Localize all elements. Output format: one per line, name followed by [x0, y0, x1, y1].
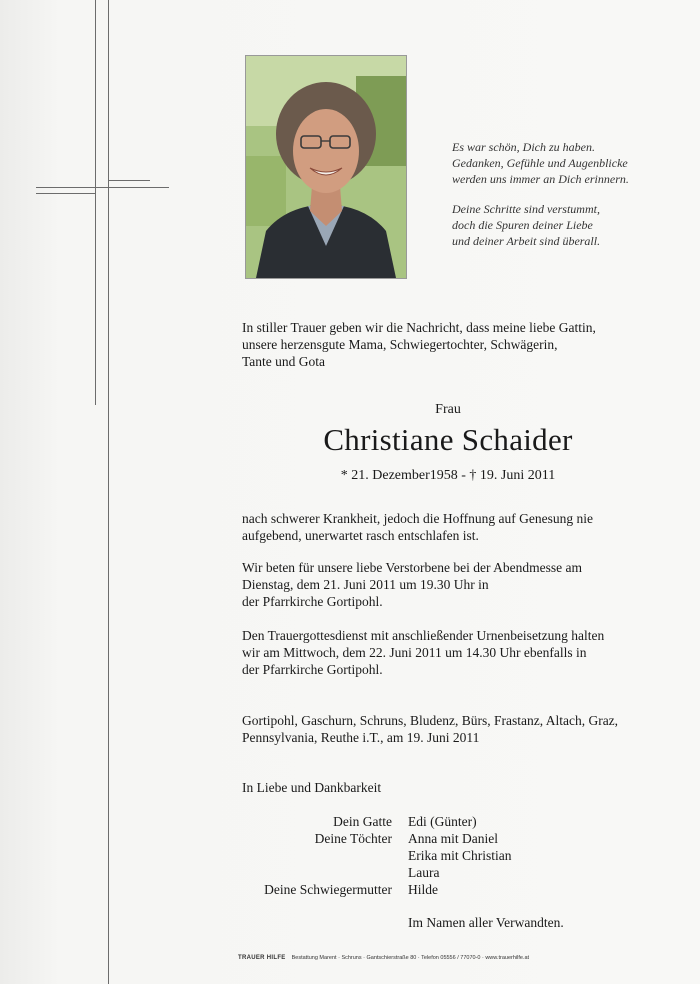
- relative-label: Deine Töchter: [314, 831, 392, 846]
- cross-vertical-line: [95, 0, 96, 405]
- poem: [452, 139, 692, 263]
- intro-line: Tante und Gota: [242, 354, 326, 369]
- poem-line: Es war schön, Dich zu haben.: [452, 140, 595, 154]
- poem-line: werden uns immer an Dich erinnern.: [452, 172, 629, 186]
- relative-row: [242, 830, 512, 847]
- footer: [238, 955, 568, 961]
- poem-stanza-2: [452, 201, 692, 249]
- places-paragraph: [242, 712, 682, 746]
- funeral-paragraph: [242, 627, 682, 678]
- love-line: In Liebe und Dankbarkeit: [242, 780, 382, 795]
- relatives-list: [242, 813, 512, 898]
- footer-brand: TRAUER HILFE: [238, 955, 286, 961]
- illness-paragraph: [242, 510, 682, 544]
- poem-line: doch die Spuren deiner Liebe: [452, 218, 593, 232]
- relative-value: Hilde: [408, 882, 438, 897]
- relative-value: Edi (Günter): [408, 814, 477, 829]
- intro-paragraph: [242, 319, 682, 370]
- paragraph-line: aufgebend, unerwartet rasch entschlafen ist.: [242, 528, 479, 543]
- poem-line: Gedanken, Gefühle und Augenblicke: [452, 156, 628, 170]
- relative-label: [242, 864, 408, 881]
- relative-label: Deine Schwiegermutter: [264, 882, 392, 897]
- paragraph-line: Pennsylvania, Reuthe i.T., am 19. Juni 2011: [242, 730, 480, 745]
- relative-label: Dein Gatte: [333, 814, 392, 829]
- paragraph-line: nach schwerer Krankheit, jedoch die Hoffnung auf Genesung nie: [242, 511, 593, 526]
- paragraph-line: Den Trauergottesdienst mit anschließender Urnenbeisetzung halten: [242, 628, 605, 643]
- intro-line: In stiller Trauer geben wir die Nachricht, dass meine liebe Gattin,: [242, 320, 596, 335]
- paragraph-line: der Pfarrkirche Gortipohl.: [242, 594, 383, 609]
- relative-value: Erika mit Christian: [408, 848, 512, 863]
- relative-row: [242, 881, 512, 898]
- relative-value: Anna mit Daniel: [408, 831, 498, 846]
- poem-line: und deiner Arbeit sind überall.: [452, 234, 601, 248]
- poem-stanza-1: [452, 139, 692, 187]
- honorific: Frau: [435, 402, 461, 417]
- paragraph-line: wir am Mittwoch, dem 22. Juni 2011 um 14.30 Uhr ebenfalls in: [242, 645, 587, 660]
- paragraph-line: der Pfarrkirche Gortipohl.: [242, 662, 383, 677]
- intro-line: unsere herzensgute Mama, Schwiegertochter, Schwägerin,: [242, 337, 558, 352]
- evening-mass-paragraph: [242, 559, 682, 610]
- portrait-photo: [245, 55, 407, 279]
- relative-row: [242, 847, 512, 864]
- relative-label: [242, 847, 408, 864]
- relative-row: [242, 864, 512, 881]
- cross-vertical-line-long: [108, 0, 109, 984]
- footer-details: Bestattung Marent · Schruns · Gantschierstraße 80 · Telefon 05556 / 77070-0 · www.trauerhilfe.at: [291, 955, 530, 961]
- paragraph-line: Wir beten für unsere liebe Verstorbene bei der Abendmesse am: [242, 560, 582, 575]
- relative-row: [242, 813, 512, 830]
- paragraph-line: Gortipohl, Gaschurn, Schruns, Bludenz, Bürs, Frastanz, Altach, Graz,: [242, 713, 619, 728]
- closing-line: Im Namen aller Verwandten.: [408, 915, 564, 930]
- cross-horizontal-line-upper: [108, 180, 150, 181]
- deceased-name: Christiane Schaider: [323, 422, 573, 457]
- relative-value: Laura: [408, 865, 440, 880]
- poem-line: Deine Schritte sind verstummt,: [452, 202, 600, 216]
- life-dates: * 21. Dezember1958 - † 19. Juni 2011: [340, 468, 556, 483]
- paragraph-line: Dienstag, dem 21. Juni 2011 um 19.30 Uhr in: [242, 577, 489, 592]
- cross-horizontal-line-short: [36, 193, 96, 194]
- cross-horizontal-line: [36, 187, 169, 188]
